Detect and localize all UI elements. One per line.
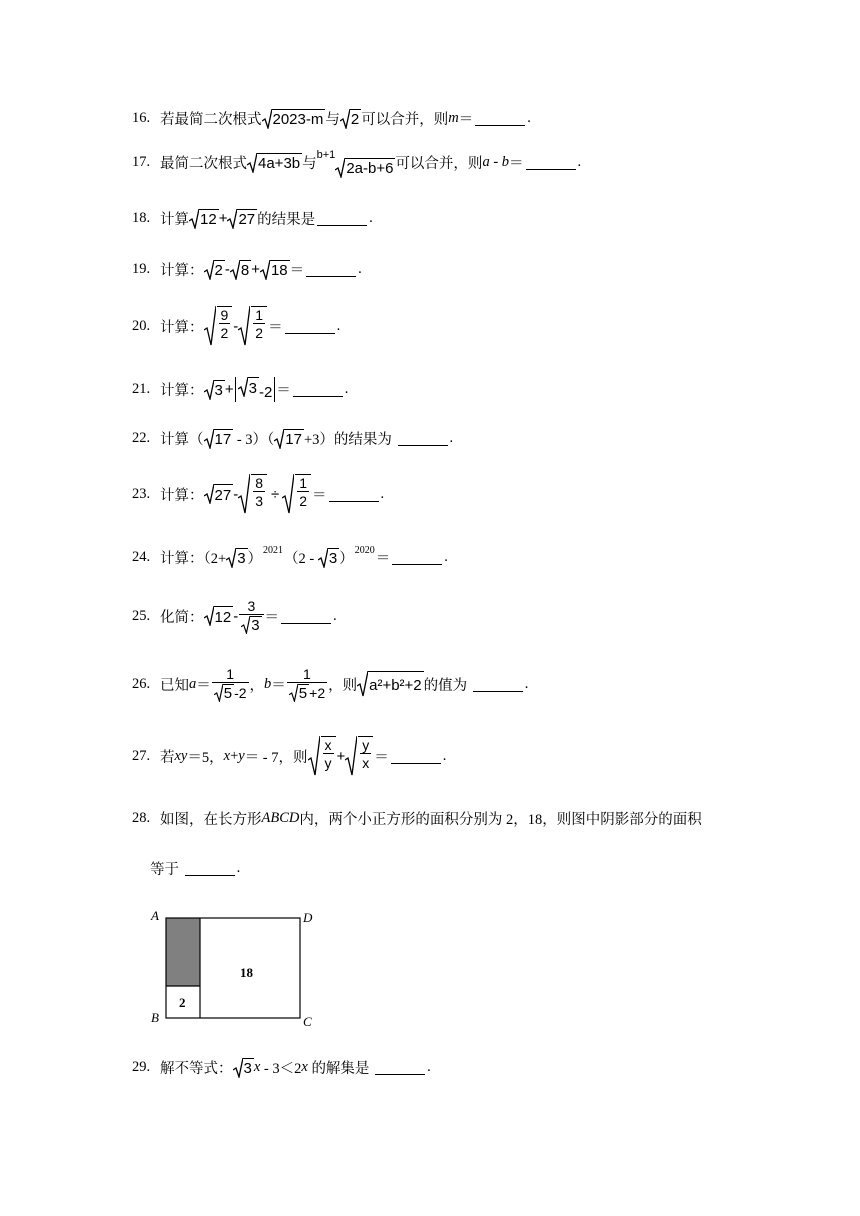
question-text: 计算	[160, 212, 189, 228]
radicand: 3	[243, 1058, 254, 1078]
period: .	[344, 381, 349, 397]
question-text: 若最简二次根式	[160, 112, 262, 128]
equals: ＝	[458, 112, 474, 128]
question-number: 21.	[132, 381, 151, 397]
operator: +	[224, 381, 234, 398]
radical	[204, 380, 225, 400]
radical	[238, 306, 268, 346]
numerator: 1	[299, 475, 308, 491]
question-20	[132, 306, 340, 346]
numerator: 1	[255, 307, 264, 323]
radicand: 4a+3b	[257, 153, 302, 173]
question-text: - 3）（	[233, 432, 275, 448]
radical	[214, 684, 234, 702]
equals: ＝	[374, 749, 389, 766]
question-text: 计算（	[160, 432, 204, 448]
answer-blank[interactable]	[475, 111, 525, 126]
period: .	[333, 607, 337, 624]
radical	[289, 684, 309, 702]
radical	[241, 616, 261, 634]
variable: b	[501, 154, 510, 170]
radicand: 12	[199, 209, 219, 229]
question-text: 的解集是	[307, 1061, 374, 1077]
radical	[274, 429, 304, 449]
radical	[308, 736, 337, 776]
radical	[226, 548, 247, 568]
numerator: 9	[220, 307, 229, 323]
term: -2	[258, 384, 273, 401]
question-16	[132, 108, 531, 129]
period: .	[449, 430, 454, 446]
question-24	[132, 547, 448, 568]
question-text: 与	[302, 156, 317, 172]
variable: a	[482, 154, 490, 170]
variable: y	[238, 747, 245, 764]
equals: ＝	[196, 677, 211, 694]
label-big-square: 18	[240, 965, 253, 980]
radical	[227, 209, 257, 229]
period: .	[380, 485, 385, 502]
answer-blank[interactable]	[285, 319, 335, 334]
period: .	[358, 261, 362, 277]
question-text: ，则	[328, 677, 358, 694]
radicand: 3	[214, 380, 225, 400]
radicand: 12	[214, 606, 234, 626]
radicand: 3	[251, 617, 260, 634]
period: .	[524, 675, 529, 692]
question-text: - 3＜2	[260, 1061, 302, 1077]
absolute-value	[235, 377, 276, 402]
equals: ＝	[312, 487, 327, 504]
period: .	[369, 210, 373, 226]
question-25	[132, 598, 337, 634]
question-text: 计算：	[160, 487, 204, 504]
question-number: 19.	[132, 261, 151, 277]
answer-blank[interactable]	[329, 487, 379, 502]
answer-blank[interactable]	[185, 861, 235, 876]
term: +2	[309, 685, 326, 701]
radical	[238, 377, 259, 397]
fraction	[287, 666, 327, 702]
question-text: ＝ - 7，则	[244, 749, 308, 766]
question-number: 25.	[132, 607, 151, 624]
fraction	[217, 306, 233, 346]
fraction	[358, 736, 373, 776]
variable: xy	[174, 747, 188, 764]
radicand: 5	[298, 685, 308, 702]
denominator: y	[324, 755, 332, 771]
question-18	[132, 208, 373, 229]
fraction	[251, 306, 267, 346]
operator: -	[233, 317, 239, 335]
answer-blank[interactable]	[281, 609, 331, 624]
equals: ＝	[289, 263, 305, 279]
question-21	[132, 377, 348, 402]
operator: -	[224, 261, 230, 278]
denominator: 2	[255, 325, 264, 341]
period: .	[527, 110, 531, 126]
question-text: ）	[339, 551, 354, 567]
denominator: 2	[299, 493, 308, 509]
question-text: 可以合并，则	[395, 156, 483, 172]
answer-blank[interactable]	[473, 677, 523, 692]
radical	[357, 671, 424, 697]
fraction	[239, 598, 263, 634]
answer-blank[interactable]	[392, 550, 442, 565]
radicand: 17	[214, 429, 234, 449]
radical	[318, 548, 339, 568]
radical	[340, 109, 361, 129]
denominator: 2	[220, 325, 229, 341]
radical	[204, 429, 234, 449]
denominator: 3	[255, 493, 263, 509]
denominator	[239, 614, 263, 634]
equals: ＝	[268, 319, 283, 336]
period: .	[444, 549, 448, 565]
variable: ABCD	[261, 810, 300, 826]
radicand: 2a-b+6	[345, 158, 395, 178]
numerator: 3	[247, 598, 256, 614]
question-28-line2	[150, 858, 240, 879]
variable: b	[264, 675, 272, 692]
question-text: 若	[160, 749, 175, 766]
radicand: 3	[248, 377, 259, 397]
question-22	[132, 428, 453, 449]
question-text: 已知	[160, 677, 189, 694]
operator: -	[233, 607, 239, 625]
variable: x	[223, 747, 231, 764]
operator: +	[218, 210, 228, 227]
question-text: ）	[247, 551, 263, 567]
answer-blank[interactable]	[306, 262, 356, 277]
answer-blank[interactable]	[375, 1060, 425, 1075]
fraction	[251, 474, 267, 514]
answer-blank[interactable]	[317, 211, 367, 226]
question-text: +3）的结果为	[303, 432, 396, 448]
term: -2	[234, 685, 247, 701]
radical-index: b+1	[316, 148, 336, 161]
question-number: 27.	[132, 747, 151, 764]
answer-blank[interactable]	[526, 155, 576, 170]
question-number: 20.	[132, 317, 151, 334]
question-number: 18.	[132, 210, 151, 226]
question-number: 23.	[132, 485, 151, 502]
radical	[262, 109, 326, 129]
question-text: 的值为	[423, 677, 471, 694]
question-19	[132, 259, 362, 280]
equals: ＝	[264, 609, 280, 626]
operator: ÷	[270, 485, 280, 503]
question-text: 计算：	[160, 383, 204, 399]
radical	[247, 153, 302, 173]
operator: +	[230, 747, 239, 764]
operator: +	[251, 261, 260, 278]
equals: ＝	[509, 156, 524, 172]
question-number: 22.	[132, 430, 151, 446]
radicand: 2	[214, 260, 225, 280]
variable: x	[301, 1059, 308, 1075]
answer-blank[interactable]	[293, 382, 343, 397]
question-text: 内，两个小正方形的面积分别为 2，18，则图中阴影部分的面积	[299, 812, 702, 828]
question-text: ＝5，	[187, 749, 224, 766]
radicand: 5	[223, 685, 233, 702]
question-26	[132, 666, 528, 702]
question-text: 最简二次根式	[160, 156, 247, 172]
separator: ，	[249, 677, 265, 694]
radicand: 8	[240, 260, 251, 280]
question-text: 计算：	[160, 319, 204, 336]
question-number: 28.	[132, 810, 151, 826]
vertex-a: A	[151, 908, 159, 923]
period: .	[336, 317, 341, 334]
denominator	[287, 682, 327, 702]
question-number: 17.	[132, 154, 151, 170]
numerator: 8	[255, 475, 263, 491]
question-27	[132, 736, 446, 776]
vertex-b: B	[151, 1010, 159, 1025]
exponent: 2020	[354, 545, 375, 556]
period: .	[236, 860, 241, 876]
label-small-square: 2	[179, 995, 186, 1010]
variable: m	[448, 110, 459, 126]
radical	[204, 606, 234, 626]
numerator: 1	[303, 666, 311, 682]
question-text: 如图，在长方形	[160, 812, 262, 828]
vertex-d: D	[303, 910, 313, 925]
equals: ＝	[276, 383, 291, 399]
period: .	[427, 1059, 431, 1075]
question-17	[132, 148, 582, 177]
equals: ＝	[271, 677, 286, 694]
rectangle-figure	[148, 905, 328, 1030]
period: .	[577, 154, 582, 170]
question-23	[132, 474, 384, 514]
question-28	[132, 808, 702, 829]
numerator: 1	[226, 666, 235, 682]
denominator: x	[362, 755, 370, 771]
answer-blank[interactable]	[391, 749, 441, 764]
question-text: 计算：（2+	[160, 551, 227, 567]
operator: +	[336, 747, 346, 765]
fraction	[212, 666, 249, 702]
radicand: 27	[237, 209, 257, 229]
fraction	[295, 474, 311, 514]
denominator	[212, 682, 249, 702]
variable: x	[253, 1059, 261, 1075]
variable: a	[189, 675, 197, 692]
question-number: 24.	[132, 549, 151, 565]
shaded-region	[166, 918, 200, 986]
fraction	[321, 736, 336, 776]
question-number: 26.	[132, 675, 151, 692]
radical	[204, 484, 234, 504]
answer-blank[interactable]	[398, 431, 448, 446]
question-text: 解不等式：	[160, 1061, 233, 1077]
question-number: 29.	[132, 1059, 151, 1075]
question-text: 与	[325, 112, 340, 128]
radical	[238, 474, 268, 514]
numerator: y	[362, 737, 370, 753]
radicand: 17	[284, 429, 304, 449]
question-number: 16.	[132, 110, 151, 126]
radical	[233, 1058, 254, 1078]
radicand: a²+b²+2	[368, 671, 424, 697]
radical	[204, 306, 234, 346]
question-29	[132, 1057, 431, 1078]
radical	[189, 209, 219, 229]
radicand: 2	[350, 109, 361, 129]
radical	[204, 260, 225, 280]
question-text: 等于	[150, 862, 183, 878]
radicand: 27	[214, 484, 234, 504]
radicand: 3	[328, 548, 339, 568]
period: .	[442, 747, 447, 764]
question-text: （2 -	[284, 551, 318, 567]
radical	[260, 260, 290, 280]
radicand: 18	[270, 260, 290, 280]
question-text: 的结果是	[257, 212, 316, 228]
question-text: 计算：	[160, 263, 204, 279]
question-text: 化简：	[160, 609, 204, 626]
numerator: x	[324, 737, 332, 753]
operator: -	[489, 154, 502, 170]
vertex-c: C	[303, 1014, 312, 1029]
equals: ＝	[375, 551, 391, 567]
radicand: 2023-m	[272, 109, 326, 129]
radical	[345, 736, 374, 776]
radical	[282, 474, 312, 514]
radicand: 3	[236, 548, 247, 568]
question-text: 可以合并，则	[361, 112, 449, 128]
operator: -	[233, 485, 239, 503]
radical	[335, 158, 395, 178]
radical	[230, 260, 251, 280]
exponent: 2021	[263, 545, 284, 556]
